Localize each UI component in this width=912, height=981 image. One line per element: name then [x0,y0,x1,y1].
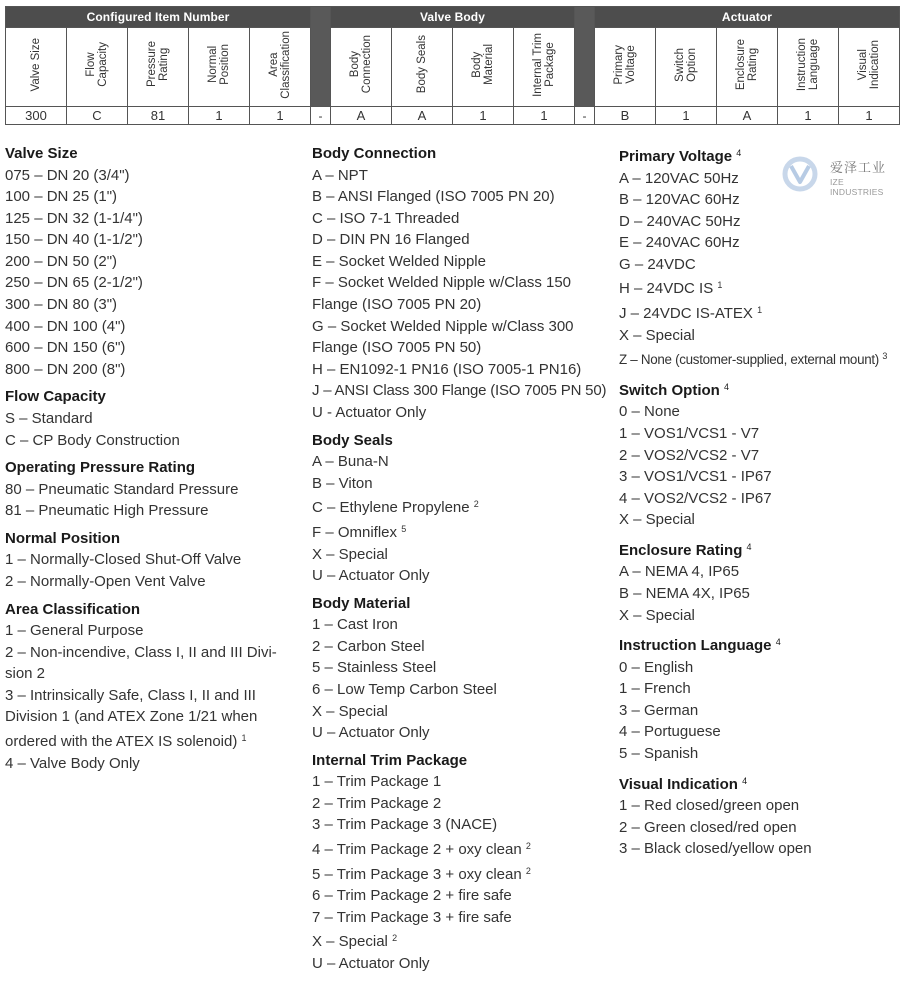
value-pressure-rating: 81 [128,107,189,125]
value-trim-package: 1 [514,107,575,125]
list-item: U - Actuator Only [312,404,427,422]
list-item: 80 – Pneumatic Standard Pressure [5,480,239,498]
options-column-left [5,143,300,780]
list-item: 800 – DN 200 (8") [5,360,126,378]
section-primary-voltage [619,143,911,371]
list-item: 1 – Normally-Closed Shut-Off Valve [5,551,242,569]
section-body-seals [312,430,612,587]
list-item: B – NEMA 4X, IP65 [619,585,750,602]
section-visual-indication [619,771,911,860]
value-body-material: 1 [453,107,514,125]
list-item: C – CP Body Construction [5,431,180,449]
section-pressure-rating [5,457,300,522]
list-item: E – Socket Welded Nipple [312,252,486,270]
list-item: 1 – French [619,680,691,698]
list-item: X – Special [619,326,695,344]
list-item: E – 240VAC 60Hz [619,234,740,252]
list-item: H – 24VDC IS $^1$ [619,280,723,298]
list-item: D – 240VAC 50Hz [619,212,741,230]
section-title: Normal Position [5,529,121,547]
list-item: 81 – Pneumatic High Pressure [5,502,209,520]
list-item: G – 24VDC [619,255,696,273]
value-area-classification: 1 [250,107,311,125]
section-body-material [312,593,612,744]
section-title: Visual Indication $^4$ [619,775,748,793]
list-item: 1 – VOS1/VCS1 - V7 [619,424,760,442]
section-title: Switch Option $^4$ [619,381,730,399]
list-item: X – Special [619,511,695,529]
footnote-marker: 4 [736,148,742,158]
logo-text-cn: 爱泽工业 [830,161,887,176]
list-item: X – Special [312,702,388,720]
value-flow-capacity: C [67,107,128,125]
column-header-body-seals: Body Seals [392,28,453,107]
list-item: 400 – DN 100 (4") [5,317,126,335]
list-item: sion 2 [5,665,46,683]
group-configured-item-number: Configured Item Number [6,7,311,28]
section-title: Body Seals [312,431,393,449]
list-item: 150 – DN 40 (1-1/2") [5,231,143,249]
value-valve-size: 300 [6,107,67,125]
options-column-middle [312,143,612,981]
footnote-marker: 3 [882,351,888,362]
list-item: 2 – Non-incendive, Class I, II and III Divi- [5,643,277,661]
column-header-body-connection: Body Connection [331,28,392,107]
logo-text-en: IZE INDUSTRIES [830,177,884,197]
footnote-marker: 4 [746,541,752,552]
column-header-trim-package: Internal Trim Package [514,28,575,107]
column-header-flow-capacity: Flow Capacity [67,28,128,107]
group-valve-body: Valve Body [331,7,575,28]
list-item: H – EN1092-1 PN16 (ISO 7005-1 PN16) [312,360,582,378]
list-item: 6 – Low Temp Carbon Steel [312,680,497,698]
list-item: 125 – DN 32 (1-1/4") [5,209,143,227]
section-title: Valve Size [5,145,78,162]
list-item: 3 – Trim Package 3 (NACE) [312,816,498,834]
section-body-connection [312,143,612,424]
list-item: 250 – DN 65 (2-1/2") [5,274,143,292]
separator-column [311,7,331,107]
list-item: U – Actuator Only [312,955,430,972]
value-normal-position: 1 [189,107,250,125]
footnote-marker: 2 [473,499,479,510]
section-title: Operating Pressure Rating [5,459,196,477]
list-item: 100 – DN 25 (1") [5,188,118,206]
list-item: Flange (ISO 7005 PN 20) [312,296,482,314]
list-item: 2 – Trim Package 2 [312,794,442,812]
separator-column [575,7,595,107]
list-item: A – Buna-N [312,453,389,471]
list-item: 3 – German [619,701,699,719]
column-header-primary-voltage: Primary Voltage [595,28,656,107]
list-item: 2 – Normally-Open Vent Valve [5,572,206,590]
section-switch-option [619,377,911,531]
list-item: Flange (ISO 7005 PN 50) [312,339,482,357]
list-item: 0 – English [619,658,694,676]
section-internal-trim-package [312,750,612,975]
value-visual-indication: 1 [839,107,900,125]
footnote-marker: 2 [525,841,531,852]
footnote-marker: 1 [241,732,247,743]
list-item: C – ISO 7-1 Threaded [312,209,460,227]
section-enclosure-rating [619,537,911,626]
list-item: 2 – Green closed/red open [619,818,797,836]
list-item: 4 – Portuguese [619,723,721,741]
list-item: J – 24VDC IS-ATEX $^1$ [619,305,763,323]
list-item: A – NPT [312,166,368,184]
value-body-connection: A [331,107,392,125]
list-item: X – Special [312,545,388,563]
column-header-valve-size: Valve Size [6,28,67,107]
list-item: G – Socket Welded Nipple w/Class 300 [312,317,574,335]
column-header-enclosure-rating: Enclosure Rating [717,28,778,107]
list-item: 3 – VOS1/VCS1 - IP67 [619,468,772,486]
value-instruction-language: 1 [778,107,839,125]
section-area-classification [5,599,300,775]
list-item: U – Actuator Only [312,567,430,585]
list-item: C – Ethylene Propylene $^2$ [312,499,479,517]
list-item: 3 – Black closed/yellow open [619,840,812,858]
group-actuator: Actuator [595,7,900,28]
list-item: B – ANSI Flanged (ISO 7005 PN 20) [312,188,555,206]
list-item: J – ANSI Class 300 Flange (ISO 7005 PN 50) [312,382,607,400]
section-flow-capacity [5,386,300,451]
value-separator: - [575,107,595,125]
list-item: 4 – Valve Body Only [5,754,140,772]
options-column-right [619,143,911,866]
list-item: 300 – DN 80 (3") [5,296,118,314]
list-item: 1 – Trim Package 1 [312,773,442,791]
value-primary-voltage: B [595,107,656,125]
list-item: 5 – Stainless Steel [312,659,437,677]
column-header-pressure-rating: Pressure Rating [128,28,189,107]
list-item: 2 – Carbon Steel [312,637,425,655]
list-item: 6 – Trim Package 2 + fire safe [312,887,512,905]
list-item: 4 – Trim Package 2 + oxy clean $^2$ [312,841,531,859]
section-title: Internal Trim Package [312,751,468,769]
list-item: 2 – VOS2/VCS2 - V7 [619,446,760,464]
list-item: 7 – Trim Package 3 + fire safe [312,908,512,926]
footnote-marker: 5 [401,523,407,534]
list-item: 1 – Cast Iron [312,616,398,634]
value-separator: - [311,107,331,125]
value-enclosure-rating: A [717,107,778,125]
column-header-normal-position: Normal Position [189,28,250,107]
list-item: Division 1 (and ATEX Zone 1/21 when [5,708,258,726]
column-header-switch-option: Switch Option [656,28,717,107]
list-item: X – Special [619,606,695,624]
section-title: Primary Voltage $^4$ [619,148,742,165]
list-item: 3 – Intrinsically Safe, Class I, II and III [5,686,256,704]
column-header-area-classification: Area Classification [250,28,311,107]
footnote-marker: 1 [717,280,723,291]
list-item: Z – None (customer-supplied, external mount) $^3$ [619,351,888,368]
list-item: 1 – General Purpose [5,622,144,639]
section-normal-position [5,528,300,593]
footnote-marker: 2 [525,865,531,876]
list-item: 600 – DN 150 (6") [5,339,126,357]
configured-item-table [5,6,900,125]
footnote-marker: 2 [392,933,398,944]
section-title: Body Connection [312,145,437,162]
list-item: F – Omniflex $^5$ [312,523,407,541]
list-item: X – Special $^2$ [312,933,398,951]
section-title: Flow Capacity [5,388,106,406]
list-item: S – Standard [5,409,93,427]
column-header-visual-indication: Visual Indication [839,28,900,107]
section-title: Area Classification [5,600,141,618]
list-item: D – DIN PN 16 Flanged [312,231,470,249]
list-item: 075 – DN 20 (3/4") [5,166,130,184]
value-body-seals: A [392,107,453,125]
list-item: F – Socket Welded Nipple w/Class 150 [312,274,572,292]
list-item: 5 – Trim Package 3 + oxy clean $^2$ [312,865,531,883]
column-header-instruction-language: Instruction Language [778,28,839,107]
list-item: B – 120VAC 60Hz [619,191,740,209]
section-title: Enclosure Rating $^4$ [619,541,752,559]
footnote-marker: 4 [775,637,781,648]
column-header-body-material: Body Material [453,28,514,107]
section-title: Body Material [312,594,411,612]
footnote-marker: 4 [724,381,730,392]
list-item: 0 – None [619,403,680,421]
footnote-marker: 4 [742,775,748,786]
list-item: A – NEMA 4, IP65 [619,563,740,581]
list-item: A – 120VAC 50Hz [619,169,739,187]
footnote-marker: 1 [757,305,763,316]
section-instruction-language [619,632,911,764]
value-switch-option: 1 [656,107,717,125]
section-title: Instruction Language $^4$ [619,637,781,655]
list-item: 1 – Red closed/green open [619,797,800,815]
list-item: 4 – VOS2/VCS2 - IP67 [619,489,772,507]
section-valve-size [5,143,300,380]
list-item: U – Actuator Only [312,724,430,742]
list-item: B – Viton [312,474,373,492]
list-item: 5 – Spanish [619,745,699,763]
list-item: ordered with the ATEX IS solenoid) $^1$ [5,732,247,750]
list-item: 200 – DN 50 (2") [5,252,118,270]
